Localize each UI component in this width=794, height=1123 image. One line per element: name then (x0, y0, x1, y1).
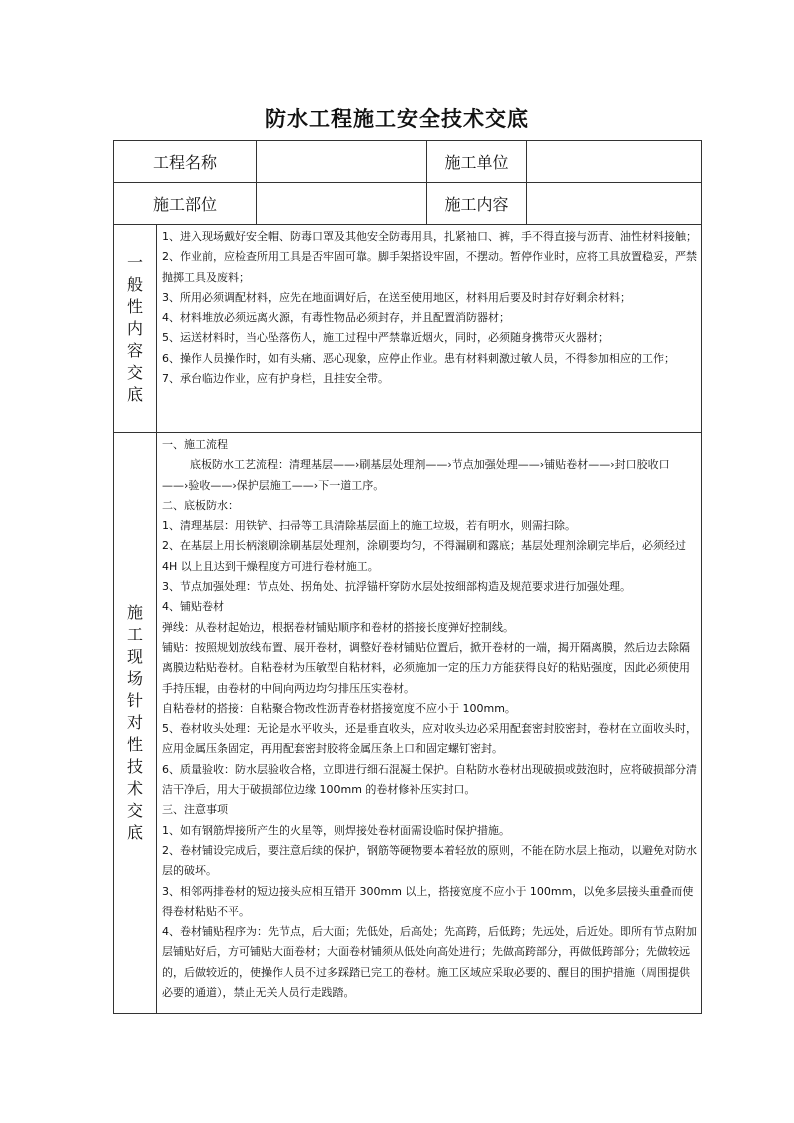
specific-line: 铺贴：按照规划放线布置、展开卷材，调整好卷材铺贴位置后，掀开卷材的一端，揭开隔离膜，然后边去除隔离膜边粘贴卷材。自粘卷材为压敏型自粘材料，必须施加一定的压力方能获得良好的粘贴强度，因此必须使用手持压辊，由卷材的中间向两边均匀排压压实卷材。 (162, 640, 690, 695)
disclosure-table (113, 140, 702, 1014)
project-name-label: 工程名称 (114, 141, 257, 183)
specific-line: 2、卷材铺设完成后，要注意后续的保护，钢筋等硬物要本着轻放的原则，不能在防水层上拖动，以避免对防水层的破坏。 (162, 843, 697, 878)
construction-unit-value (527, 141, 702, 183)
specific-line: 底板防水工艺流程：清理基层——›刷基层处理剂——›节点加强处理——›铺贴卷材——›封口胶收口——›验收——›保护层施工——›下一道工序。 (162, 458, 670, 492)
specific-content (157, 433, 702, 1014)
document-title: 防水工程施工安全技术交底 (265, 106, 529, 131)
specific-line: 2、在基层上用长柄滚刷涂刷基层处理剂，涂刷要均匀，不得漏刷和露底；基层处理剂涂刷完毕后，必须经过 4H 以上且达到干燥程度方可进行卷材施工。 (162, 539, 686, 573)
general-item: 7、承台临边作业，应有护身栏，且挂安全带。 (162, 372, 389, 386)
specific-line: 1、如有钢筋焊接所产生的火星等，则焊接处卷材面需设临时保护措施。 (162, 823, 510, 837)
construction-unit-label: 施工单位 (427, 141, 527, 183)
specific-line: 三、注意事项 (162, 803, 228, 817)
specific-line: 二、底板防水： (162, 498, 239, 512)
specific-line: 5、卷材收头处理：无论是水平收头，还是垂直收头，应对收头边必采用配套密封胶密封，卷材在立面收头时，应用金属压条固定，再用配套密封胶将金属压条上口和固定螺钉密封。 (162, 722, 697, 756)
general-item: 6、操作人员操作时，如有头痛、恶心现象，应停止作业。患有材料刺激过敏人员，不得参加相应的工作； (162, 351, 675, 365)
specific-line: 1、清理基层：用铁铲、扫帚等工具清除基层面上的施工垃圾，若有明水，则需扫除。 (162, 519, 576, 533)
specific-line: 4、铺贴卷材 (162, 600, 224, 614)
specific-section-label: 施 工 现 场 针 对 性 技 术 交 底 (114, 433, 157, 1014)
specific-section-row (114, 433, 702, 1014)
construction-content-label: 施工内容 (427, 183, 527, 225)
specific-line: 6、质量验收：防水层验收合格，立即进行细石混凝土保护。自粘防水卷材出现破损或鼓泡时，应将破损部分清洁干净后，用大于破损部位边缘 100mm 的卷材修补压实封口。 (162, 762, 697, 797)
specific-line: 一、施工流程 (162, 438, 228, 451)
general-section-row (114, 225, 702, 433)
general-item: 5、运送材料时，当心坠落伤人，施工过程中严禁靠近烟火，同时，必须随身携带灭火器材； (162, 331, 609, 345)
construction-part-label: 施工部位 (114, 183, 257, 225)
specific-line: 3、相邻两排卷材的短边接头应相互错开 300mm 以上，搭接宽度不应小于 100mm，以免多层接头重叠而使得卷材粘贴不平。 (162, 884, 694, 918)
project-name-value (257, 141, 427, 183)
general-item: 4、材料堆放必须远离火源，有毒性物品必须封存，并且配置消防器材； (162, 311, 510, 325)
specific-line: 3、节点加强处理：节点处、拐角处、抗浮锚杆穿防水层处按细部构造及规范要求进行加强处理。 (162, 580, 631, 594)
specific-line: 自粘卷材的搭接：自粘聚合物改性沥青卷材搭接宽度不应小于 100mm。 (162, 701, 516, 715)
specific-line: 4、卷材铺贴程序为：先节点，后大面；先低处，后高处；先高跨，后低跨；先远处，后近处。即所有节点附加层铺贴好后，方可铺贴大面卷材；大面卷材铺须从低处向高处进行；先做高跨部分，再做低跨部分；先做较远的，后做较近的，使操作人员不过多踩踏已完工的卷材。施工区域应采取必要的、醒目的围护措施（周围提供必要的通道），禁止无关人员行走践踏。 (162, 925, 697, 1000)
specific-line: 弹线：从卷材起始边，根据卷材铺贴顺序和卷材的搭接长度弹好控制线。 (162, 620, 514, 634)
construction-content-value (527, 183, 702, 225)
general-item: 1、进入现场戴好安全帽、防毒口罩及其他安全防毒用具，扎紧袖口、裤，手不得直接与沥青、油性材料接触； (162, 230, 697, 243)
general-section-label: 一 般 性 内 容 交 底 (114, 225, 157, 433)
construction-part-value (257, 183, 427, 225)
general-item: 2、作业前，应检查所用工具是否牢固可靠。脚手架搭设牢固，不摆动。暂停作业时，应将工具放置稳妥，严禁抛掷工具及废料； (162, 250, 697, 284)
header-row-2 (114, 183, 702, 225)
general-content (157, 225, 702, 433)
header-row-1 (114, 141, 702, 183)
general-item: 3、所用必须调配材料，应先在地面调好后，在送至使用地区，材料用后要及时封存好剩余材料； (162, 290, 631, 304)
